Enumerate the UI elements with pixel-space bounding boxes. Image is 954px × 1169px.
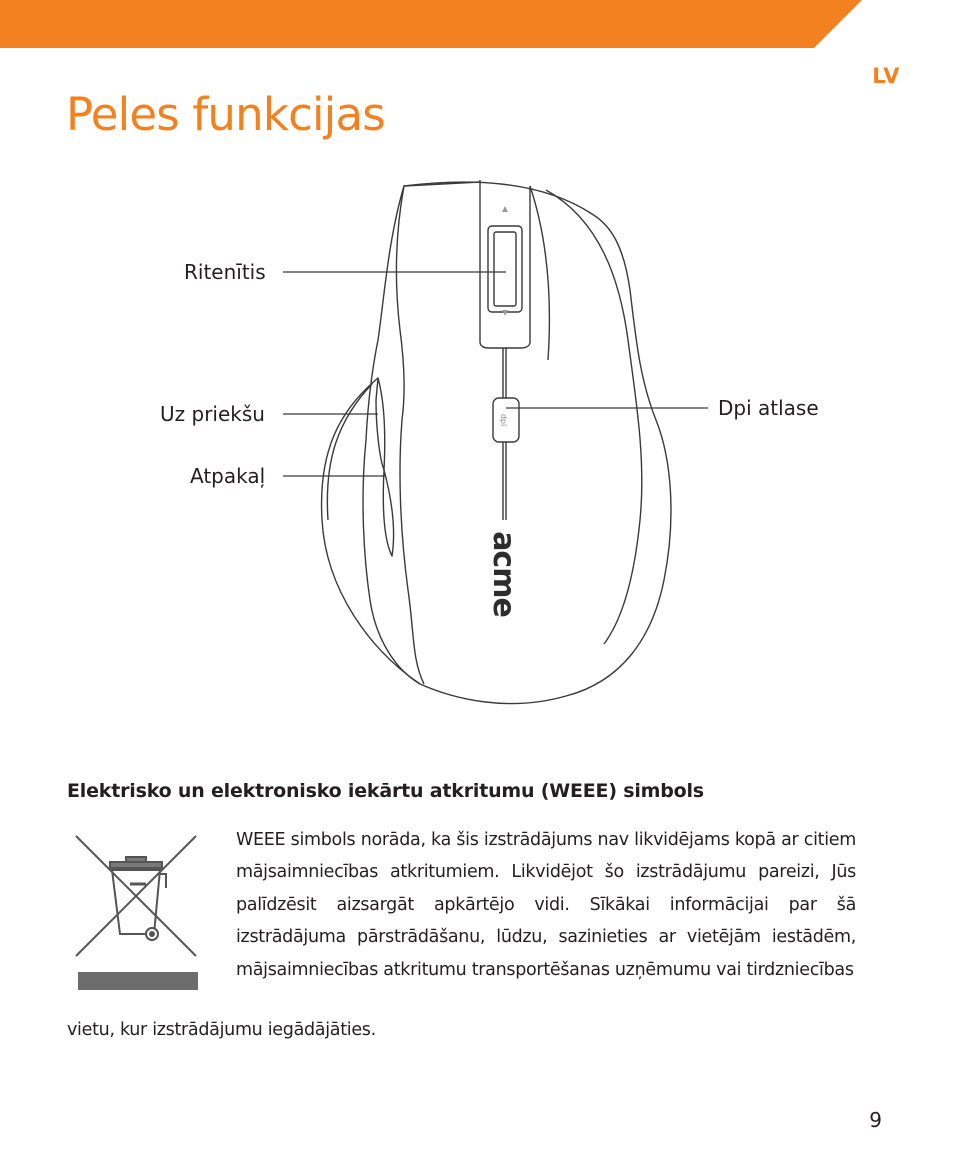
dpi-button-label: dpi (499, 413, 508, 427)
page-number: 9 (869, 1108, 882, 1132)
crossed-out-wheelie-bin-icon (70, 830, 208, 994)
acme-logo: acme (486, 531, 521, 617)
page-title: Peles funkcijas (66, 88, 385, 141)
side-button-forward (376, 378, 385, 470)
callout-forward: Uz priekšu (160, 402, 265, 426)
weee-description-tail: vietu, kur izstrādājumu iegādājāties. (67, 1020, 376, 1040)
callout-dpi: Dpi atlase (718, 396, 819, 420)
side-button-back (383, 470, 393, 556)
language-code: LV (872, 64, 900, 88)
callout-back: Atpakaļ (190, 464, 266, 488)
scroll-wheel (488, 226, 522, 312)
mouse-diagram (0, 170, 954, 730)
callout-wheel: Ritenītis (184, 260, 266, 284)
header-band (0, 0, 954, 50)
weee-heading: Elektrisko un elektronisko iekārtu atkritumu (WEEE) simbols (67, 780, 704, 802)
weee-description: WEEE simbols norāda, ka šis izstrādājums nav likvidējams kopā ar citiem mājsaimniecības atkritumiem. Likvidējot šo izstrādājumu pareizi, Jūs palīdzēsit aizsargāt apkārtējo vidi. Sīkākai informācijai par šā izstrādājuma pārstrādāšanu, lūdzu, sazinieties ar vietējām iestādēm, mājsaimniecības atkritumu transportēšanas uzņēmumu vai tirdzniecības (236, 830, 856, 980)
mouse-body-outline (363, 182, 671, 703)
